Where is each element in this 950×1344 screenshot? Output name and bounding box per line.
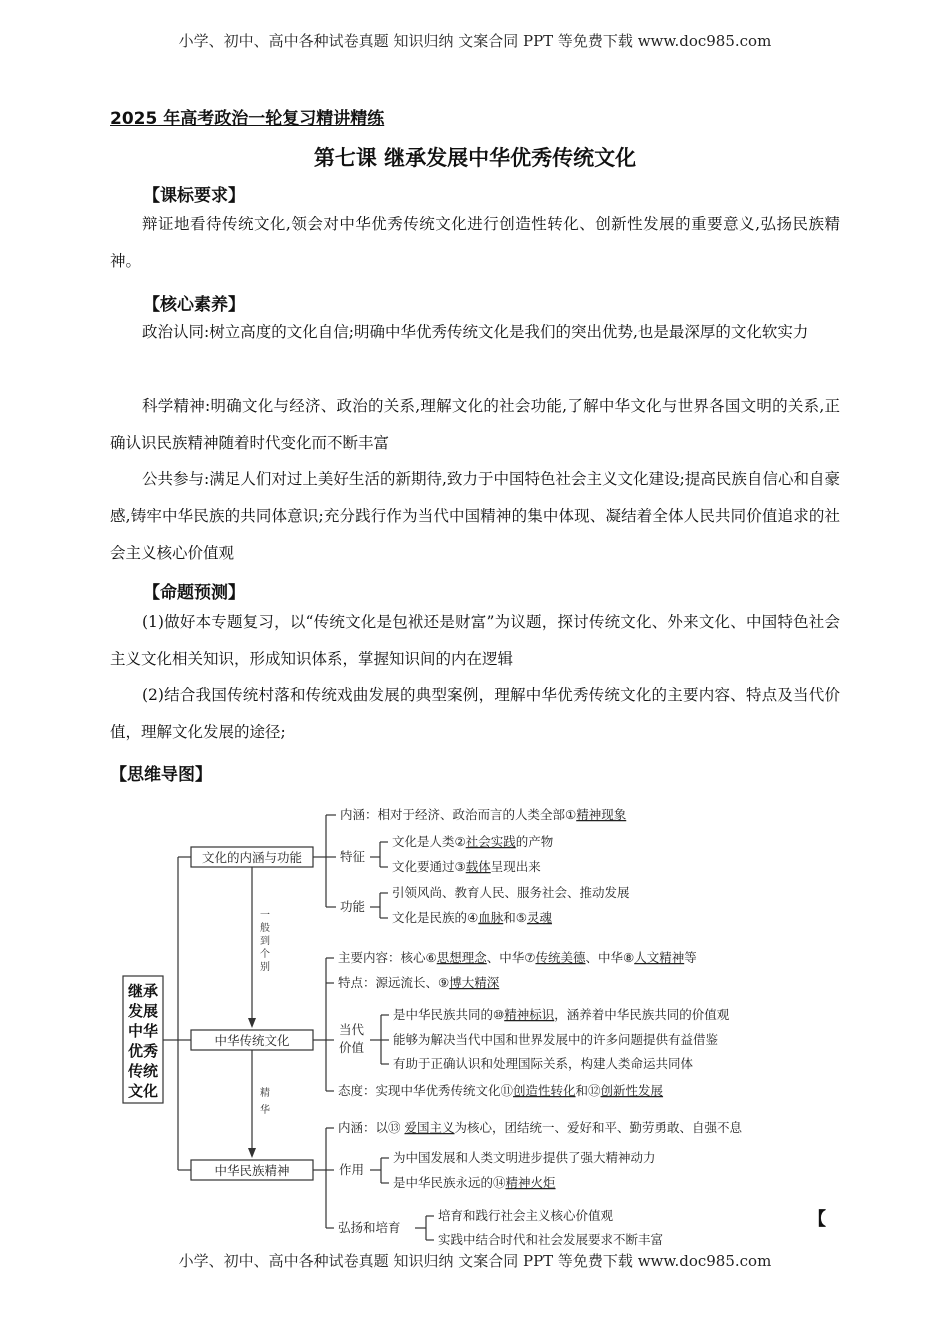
literacy-heading: 【核心素养】: [143, 295, 245, 315]
b3-hongyang-1: 培育和践行社会主义核心价值观: [438, 1208, 614, 1223]
b2-tedian: 特点：源远流长、⑨博大精深: [338, 975, 500, 990]
b3-zuoyong: 作用: [339, 1162, 365, 1177]
arrow1-char-3: 到: [260, 936, 270, 947]
literacy-paragraph-3: 公共参与:满足人们对过上美好生活的新期待,致力于中国特色社会主义文化建设;提高民族自信心和自豪感,铸牢中华民族的共同体意识;充分践行作为当代中国精神的集中体现、凝结着全体人民共同价值追求的社会主义核心价值观: [110, 470, 840, 562]
root-line-6: 文化: [127, 1082, 159, 1100]
prediction-paragraph-2: (2)结合我国传统村落和传统戏曲发展的典型案例，理解中华优秀传统文化的主要内容、特点及当代价值，理解文化发展的途径;: [110, 686, 840, 741]
b2-value-1: 是中华民族共同的⑩精神标识，涵养着中华民族共同的价值观: [393, 1007, 730, 1022]
branch1-label: 文化的内涵与功能: [201, 850, 303, 865]
b1-tezheng-2: 文化要通过③载体呈现出来: [392, 859, 541, 874]
document-subtitle: 2025 年高考政治一轮复习精讲精练: [110, 109, 385, 129]
arrow1-char-2: 般: [260, 923, 270, 934]
arrow1-char-1: 一: [260, 910, 270, 921]
b2-value-line-1: 当代: [339, 1022, 365, 1037]
b1-tezheng: 特征: [340, 849, 366, 864]
b1-gongneng-1: 引领风尚、教育人民、服务社会、推动发展: [392, 885, 630, 900]
b2-taidu: 态度：实现中华优秀传统文化⑪创造性转化和⑫创新性发展: [338, 1083, 664, 1098]
b1-gongneng-2: 文化是民族的④血脉和⑤灵魂: [392, 910, 552, 925]
b2-main-content: 主要内容：核心⑥思想理念、中华⑦传统美德、中华⑧人文精神等: [338, 950, 697, 965]
curriculum-heading: 【课标要求】: [143, 186, 245, 206]
prediction-paragraph-1: (1)做好本专题复习，以“传统文化是包袱还是财富”为议题，探讨传统文化、外来文化、中国特色社会主义文化相关知识，形成知识体系，掌握知识间的内在逻辑: [110, 613, 840, 668]
b1-gongneng: 功能: [340, 899, 366, 914]
b3-hongyang: 弘扬和培育: [338, 1220, 401, 1235]
root-line-3: 中华: [127, 1022, 159, 1040]
b2-value-line-2: 价值: [339, 1040, 365, 1055]
root-line-2: 发展: [127, 1002, 159, 1020]
arrow2-char-1: 精: [260, 1088, 270, 1099]
root-line-4: 优秀: [127, 1042, 159, 1060]
b3-zuoyong-1: 为中国发展和人类文明进步提供了强大精神动力: [393, 1150, 656, 1165]
branch2-label: 中华传统文化: [214, 1033, 290, 1048]
b3-neihan: 内涵：以⑬ 爱国主义为核心，团结统一、爱好和平、勤劳勇敢、自强不息: [338, 1120, 743, 1135]
b3-hongyang-2: 实践中结合时代和社会发展要求不断丰富: [438, 1232, 664, 1247]
b1-tezheng-1: 文化是人类②社会实践的产物: [392, 834, 554, 849]
literacy-paragraph-1: 政治认同:树立高度的文化自信;明确中华优秀传统文化是我们的突出优势,也是最深厚的文化软实力: [142, 323, 809, 341]
b2-value-3: 有助于正确认识和处理国际关系，构建人类命运共同体: [393, 1056, 694, 1071]
root-line-1: 继承: [127, 982, 159, 1000]
literacy-paragraph-2: 科学精神:明确文化与经济、政治的关系,理解文化的社会功能,了解中华文化与世界各国文明的关系,正确认识民族精神随着时代变化而不断丰富: [110, 397, 840, 452]
branch3-label: 中华民族精神: [214, 1163, 290, 1178]
document-title: 第七课 继承发展中华优秀传统文化: [313, 146, 637, 170]
mindmap-heading: 【思维导图】: [110, 765, 212, 785]
corner-bracket: 【: [808, 1209, 826, 1230]
root-line-5: 传统: [127, 1062, 159, 1080]
arrow1-char-5: 别: [260, 962, 270, 973]
curriculum-paragraph: 辩证地看待传统文化,领会对中华优秀传统文化进行创造性转化、创新性发展的重要意义,弘扬民族精神。: [110, 215, 840, 270]
b1-neihan: 内涵：相对于经济、政治而言的人类全部①精神现象: [340, 807, 627, 822]
header-banner: 小学、初中、高中各种试卷真题 知识归纳 文案合同 PPT 等免费下载 www.doc985.com: [178, 32, 772, 50]
b3-zuoyong-2: 是中华民族永远的⑭精神火炬: [393, 1175, 556, 1190]
arrow2-char-2: 华: [260, 1105, 270, 1116]
arrow1-char-4: 个: [260, 949, 270, 960]
prediction-heading: 【命题预测】: [143, 583, 245, 603]
b2-value-2: 能够为解决当代中国和世界发展中的许多问题提供有益借鉴: [393, 1032, 719, 1047]
footer-banner: 小学、初中、高中各种试卷真题 知识归纳 文案合同 PPT 等免费下载 www.doc985.com: [178, 1252, 772, 1270]
